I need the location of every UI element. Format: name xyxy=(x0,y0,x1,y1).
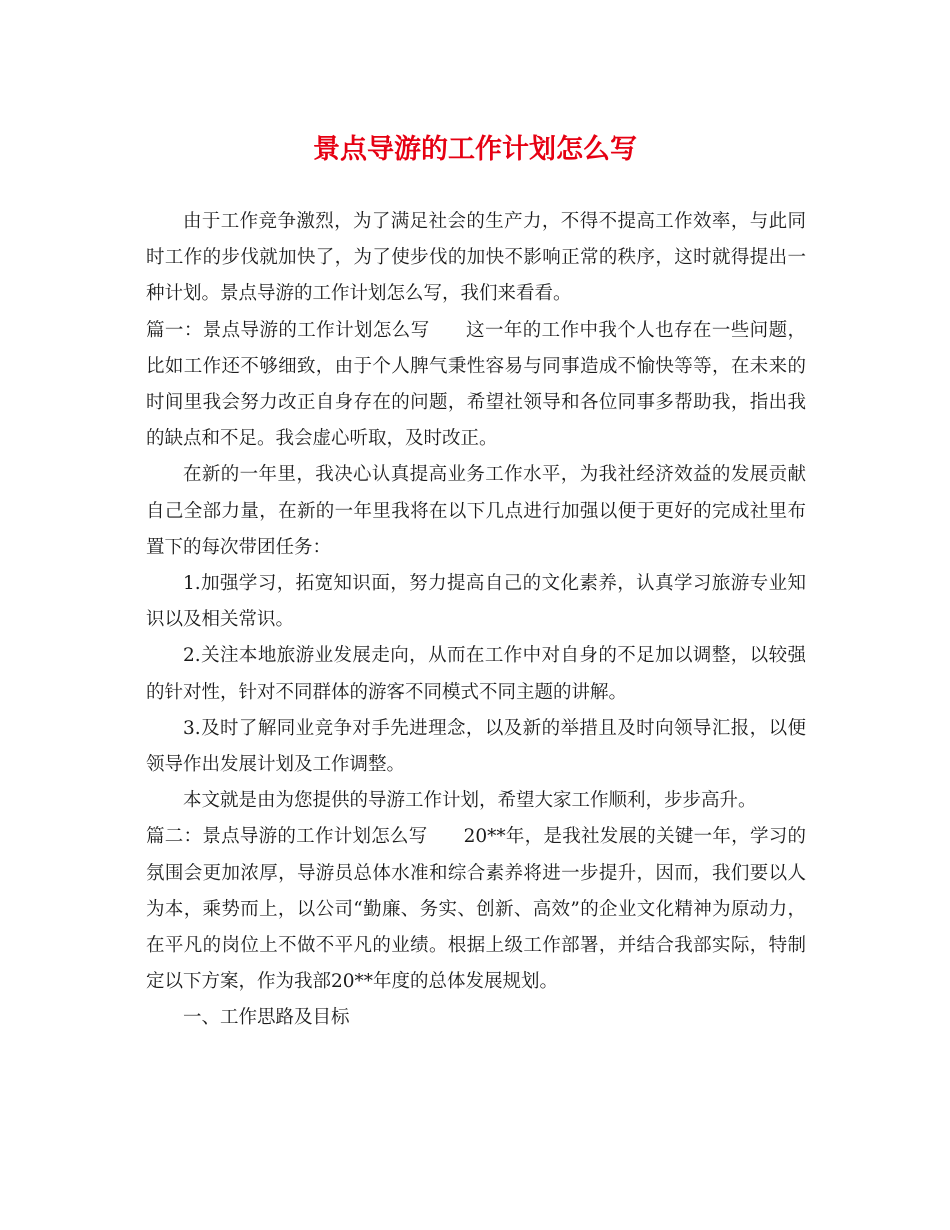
list-item-2: 2.关注本地旅游业发展走向，从而在工作中对自身的不足加以调整，以较强的针对性，针对不同群体的游客不同模式不同主题的讲解。 xyxy=(146,645,806,703)
part1-heading: 篇一：景点导游的工作计划怎么写 xyxy=(146,319,430,341)
part2-paragraph xyxy=(146,819,806,1000)
list-item-3: 3.及时了解同业竞争对手先进理念，以及新的举措且及时向领导汇报，以便领导作出发展计划及工作调整。 xyxy=(146,717,806,776)
document-body xyxy=(146,204,806,1037)
part2-heading: 篇二：景点导游的工作计划怎么写 xyxy=(146,826,428,848)
section-heading: 一、工作思路及目标 xyxy=(183,1007,350,1029)
intro-paragraph: 由于工作竞争激烈，为了满足社会的生产力，不得不提高工作效率，与此同时工作的步伐就加快了，为了使步伐的加快不影响正常的秩序，这时就得提出一种计划。景点导游的工作计划怎么写，我们来看看。 xyxy=(146,211,806,305)
plan-paragraph: 在新的一年里，我决心认真提高业务工作水平，为我社经济效益的发展贡献自己全部力量，在新的一年里我将在以下几点进行加强以便于更好的完成社里布置下的每次带团任务： xyxy=(146,464,806,558)
part1-text: 这一年的工作中我个人也存在一些问题，比如工作还不够细致，由于个人脾气秉性容易与同事造成不愉快等等，在未来的时间里我会努力改正自身存在的问题，希望社领导和各位同事多帮助我，指出我的缺点和不足。我会虚心听取，及时改正。 xyxy=(146,319,806,450)
part1-paragraph xyxy=(146,313,806,458)
closing-paragraph: 本文就是由为您提供的导游工作计划，希望大家工作顺利，步步高升。 xyxy=(183,790,757,812)
part2-text: 20**年，是我社发展的关键一年，学习的氛围会更加浓厚，导游员总体水准和综合素养将进一步提升，因而，我们要以人为本，乘势而上，以公司“勤廉、务实、创新、高效”的企业文化精神为原动力，在平凡的岗位上不做不平凡的业绩。根据上级工作部署，并结合我部实际，特制定以下方案，作为我部20**年度的总体发展规划。 xyxy=(146,826,806,993)
list-item-1: 1.加强学习，拓宽知识面，努力提高自己的文化素养，认真学习旅游专业知识以及相关常识。 xyxy=(146,573,806,631)
document-title: 景点导游的工作计划怎么写 xyxy=(313,134,637,165)
